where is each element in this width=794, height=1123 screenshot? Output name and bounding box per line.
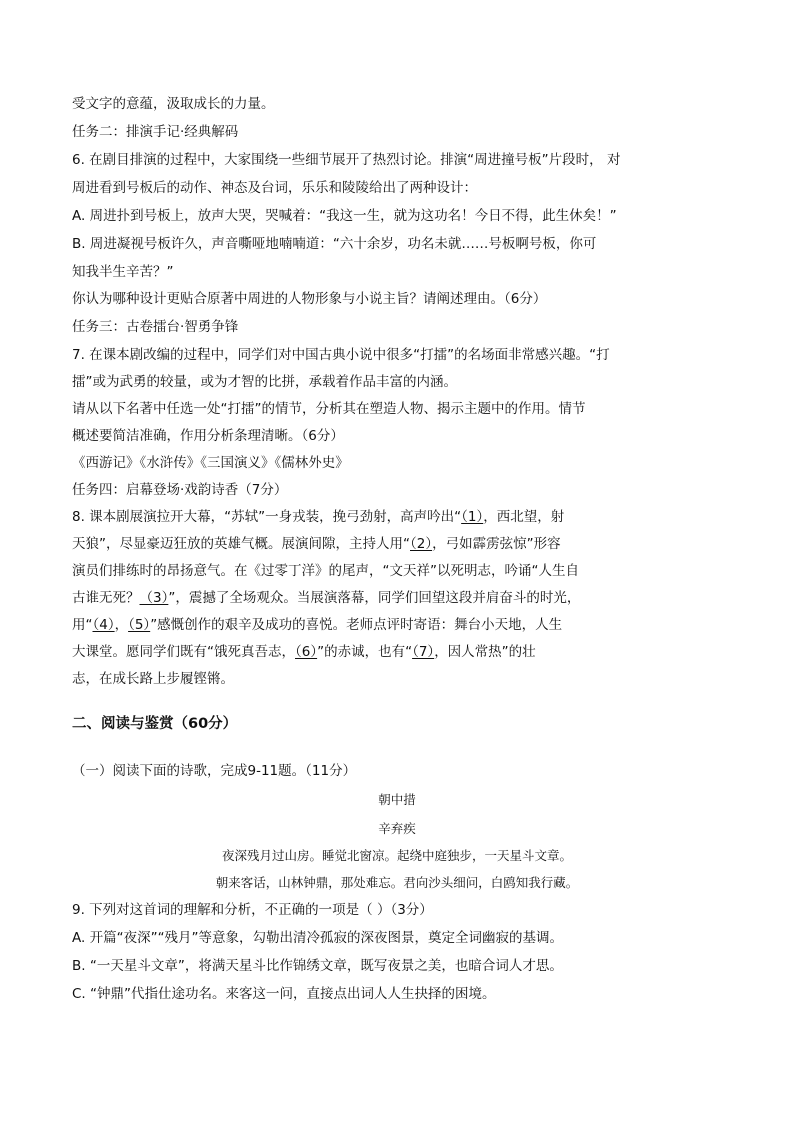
poem-title: 朝中措 [378, 792, 416, 807]
text-segment: ， [114, 617, 129, 633]
text-segment: 8. 课本剧展演拉开大幕，“苏轼”一身戎装，挽弓劲射，高声吟出“ [72, 509, 462, 525]
fill-blank: （2） [410, 536, 433, 552]
option-c: C. “钟鼎”代指仕途功名。来客这一问，直接点出词人人生抉择的困境。 [72, 986, 496, 1002]
fill-blank: （3） [139, 590, 169, 606]
poem-line: 朝来客话，山林钟鼎，那处难忘。君向沙头细问，白鸥知我行藏。 [215, 875, 579, 890]
question-8-line [72, 535, 561, 553]
text-segment: ，弓如霹雳弦惊”形容 [432, 536, 561, 552]
text-segment: ”，震撼了全场观众。当展演落幕，同学们回望这段并肩奋斗的时光， [168, 590, 581, 606]
question-8-line: 演员们排练时的昂扬意气。在《过零丁洋》的尾声，“文天祥”以死明志，吟诵“人生自 [72, 563, 579, 579]
subsection-intro: （一）阅读下面的诗歌，完成9-11题。（11分） [72, 763, 357, 779]
question-8-line [72, 616, 562, 634]
fill-blank: （1） [461, 509, 484, 525]
question-7-stem: 7. 在课本剧改编的过程中，同学们对中国古典小说中很多“打擂”的名场面非常感兴趣。“打 [72, 347, 610, 363]
text-segment: 用“ [72, 617, 93, 633]
section-heading: 二、阅读与鉴赏（60分） [72, 716, 238, 732]
poem-author: 辛弃疾 [378, 821, 416, 836]
option-a: A. 开篇“夜深”“残月”等意象，勾勒出清冷孤寂的深夜图景，奠定全词幽寂的基调。 [72, 930, 564, 946]
poem-line: 夜深残月过山房。睡觉北窗凉。起绕中庭独步，一天星斗文章。 [221, 848, 572, 863]
option-b: B. 周进凝视号板许久，声音嘶哑地喃喃道：“六十余岁，功名未就……号板啊号板，你可 [72, 236, 597, 252]
question-9-stem: 9. 下列对这首词的理解和分析，不正确的一项是（ ）（3分） [72, 902, 433, 918]
text-line: 擂”或为武勇的较量，或为才智的比拼，承载着作品丰富的内涵。 [72, 374, 457, 390]
text-line: 知我半生辛苦？” [72, 264, 174, 280]
text-line: 请从以下名著中任选一处“打擂”的情节，分析其在塑造人物、揭示主题中的作用。情节 [72, 401, 586, 417]
fill-blank: （5） [128, 617, 151, 633]
fill-blank: （7） [412, 644, 435, 660]
text-segment: ”感慨创作的艰辛及成功的喜悦。老师点评时寄语：舞台小天地，人生 [150, 617, 563, 633]
option-b: B. “一天星斗文章”，将满天星斗比作锦绣文章，既写夜景之美，也暗合词人才思。 [72, 958, 563, 974]
fill-blank: （4） [92, 617, 115, 633]
fill-blank: （6） [295, 644, 318, 660]
question-6-stem: 6. 在剧目排演的过程中，大家围绕一些细节展开了热烈讨论。排演“周进撞号板”片段时， 对 [72, 152, 621, 168]
question-8-line [72, 508, 564, 526]
text-segment: ，西北望，射 [483, 509, 565, 525]
question-8-line [72, 589, 580, 607]
text-segment: 古谁无死？ [72, 590, 140, 606]
book-list: 《西游记》《水浒传》《三国演义》《儒林外史》 [72, 455, 349, 471]
text-line: 周进看到号板后的动作、神态及台词，乐乐和陵陵给出了两种设计： [72, 180, 477, 196]
text-segment: 大课堂。愿同学们既有“饿死真吾志， [72, 644, 295, 660]
text-line: 受文字的意蕴，汲取成长的力量。 [72, 96, 275, 112]
option-a: A. 周进扑到号板上，放声大哭，哭喊着：“我这一生，就为这功名！今日不得，此生休矣！” [72, 208, 617, 224]
text-segment: ，因人常热”的壮 [434, 644, 536, 660]
task-heading: 任务二：排演手记·经典解码 [72, 124, 239, 140]
text-segment: ”的赤诚，也有“ [317, 644, 413, 660]
text-line: 概述要简洁准确，作用分析条理清晰。（6分） [72, 428, 344, 444]
task-heading: 任务三：古卷擂台·智勇争锋 [72, 319, 239, 335]
text-segment: 天狼”，尽显豪迈狂放的英雄气概。展演间隙，主持人用“ [72, 536, 410, 552]
question-8-line: 志，在成长路上步履铿锵。 [72, 671, 234, 687]
text-line: 你认为哪种设计更贴合原著中周进的人物形象与小说主旨？请阐述理由。（6分） [72, 291, 547, 307]
question-8-line [72, 643, 536, 661]
task-heading: 任务四：启幕登场·戏韵诗香（7分） [72, 482, 288, 498]
